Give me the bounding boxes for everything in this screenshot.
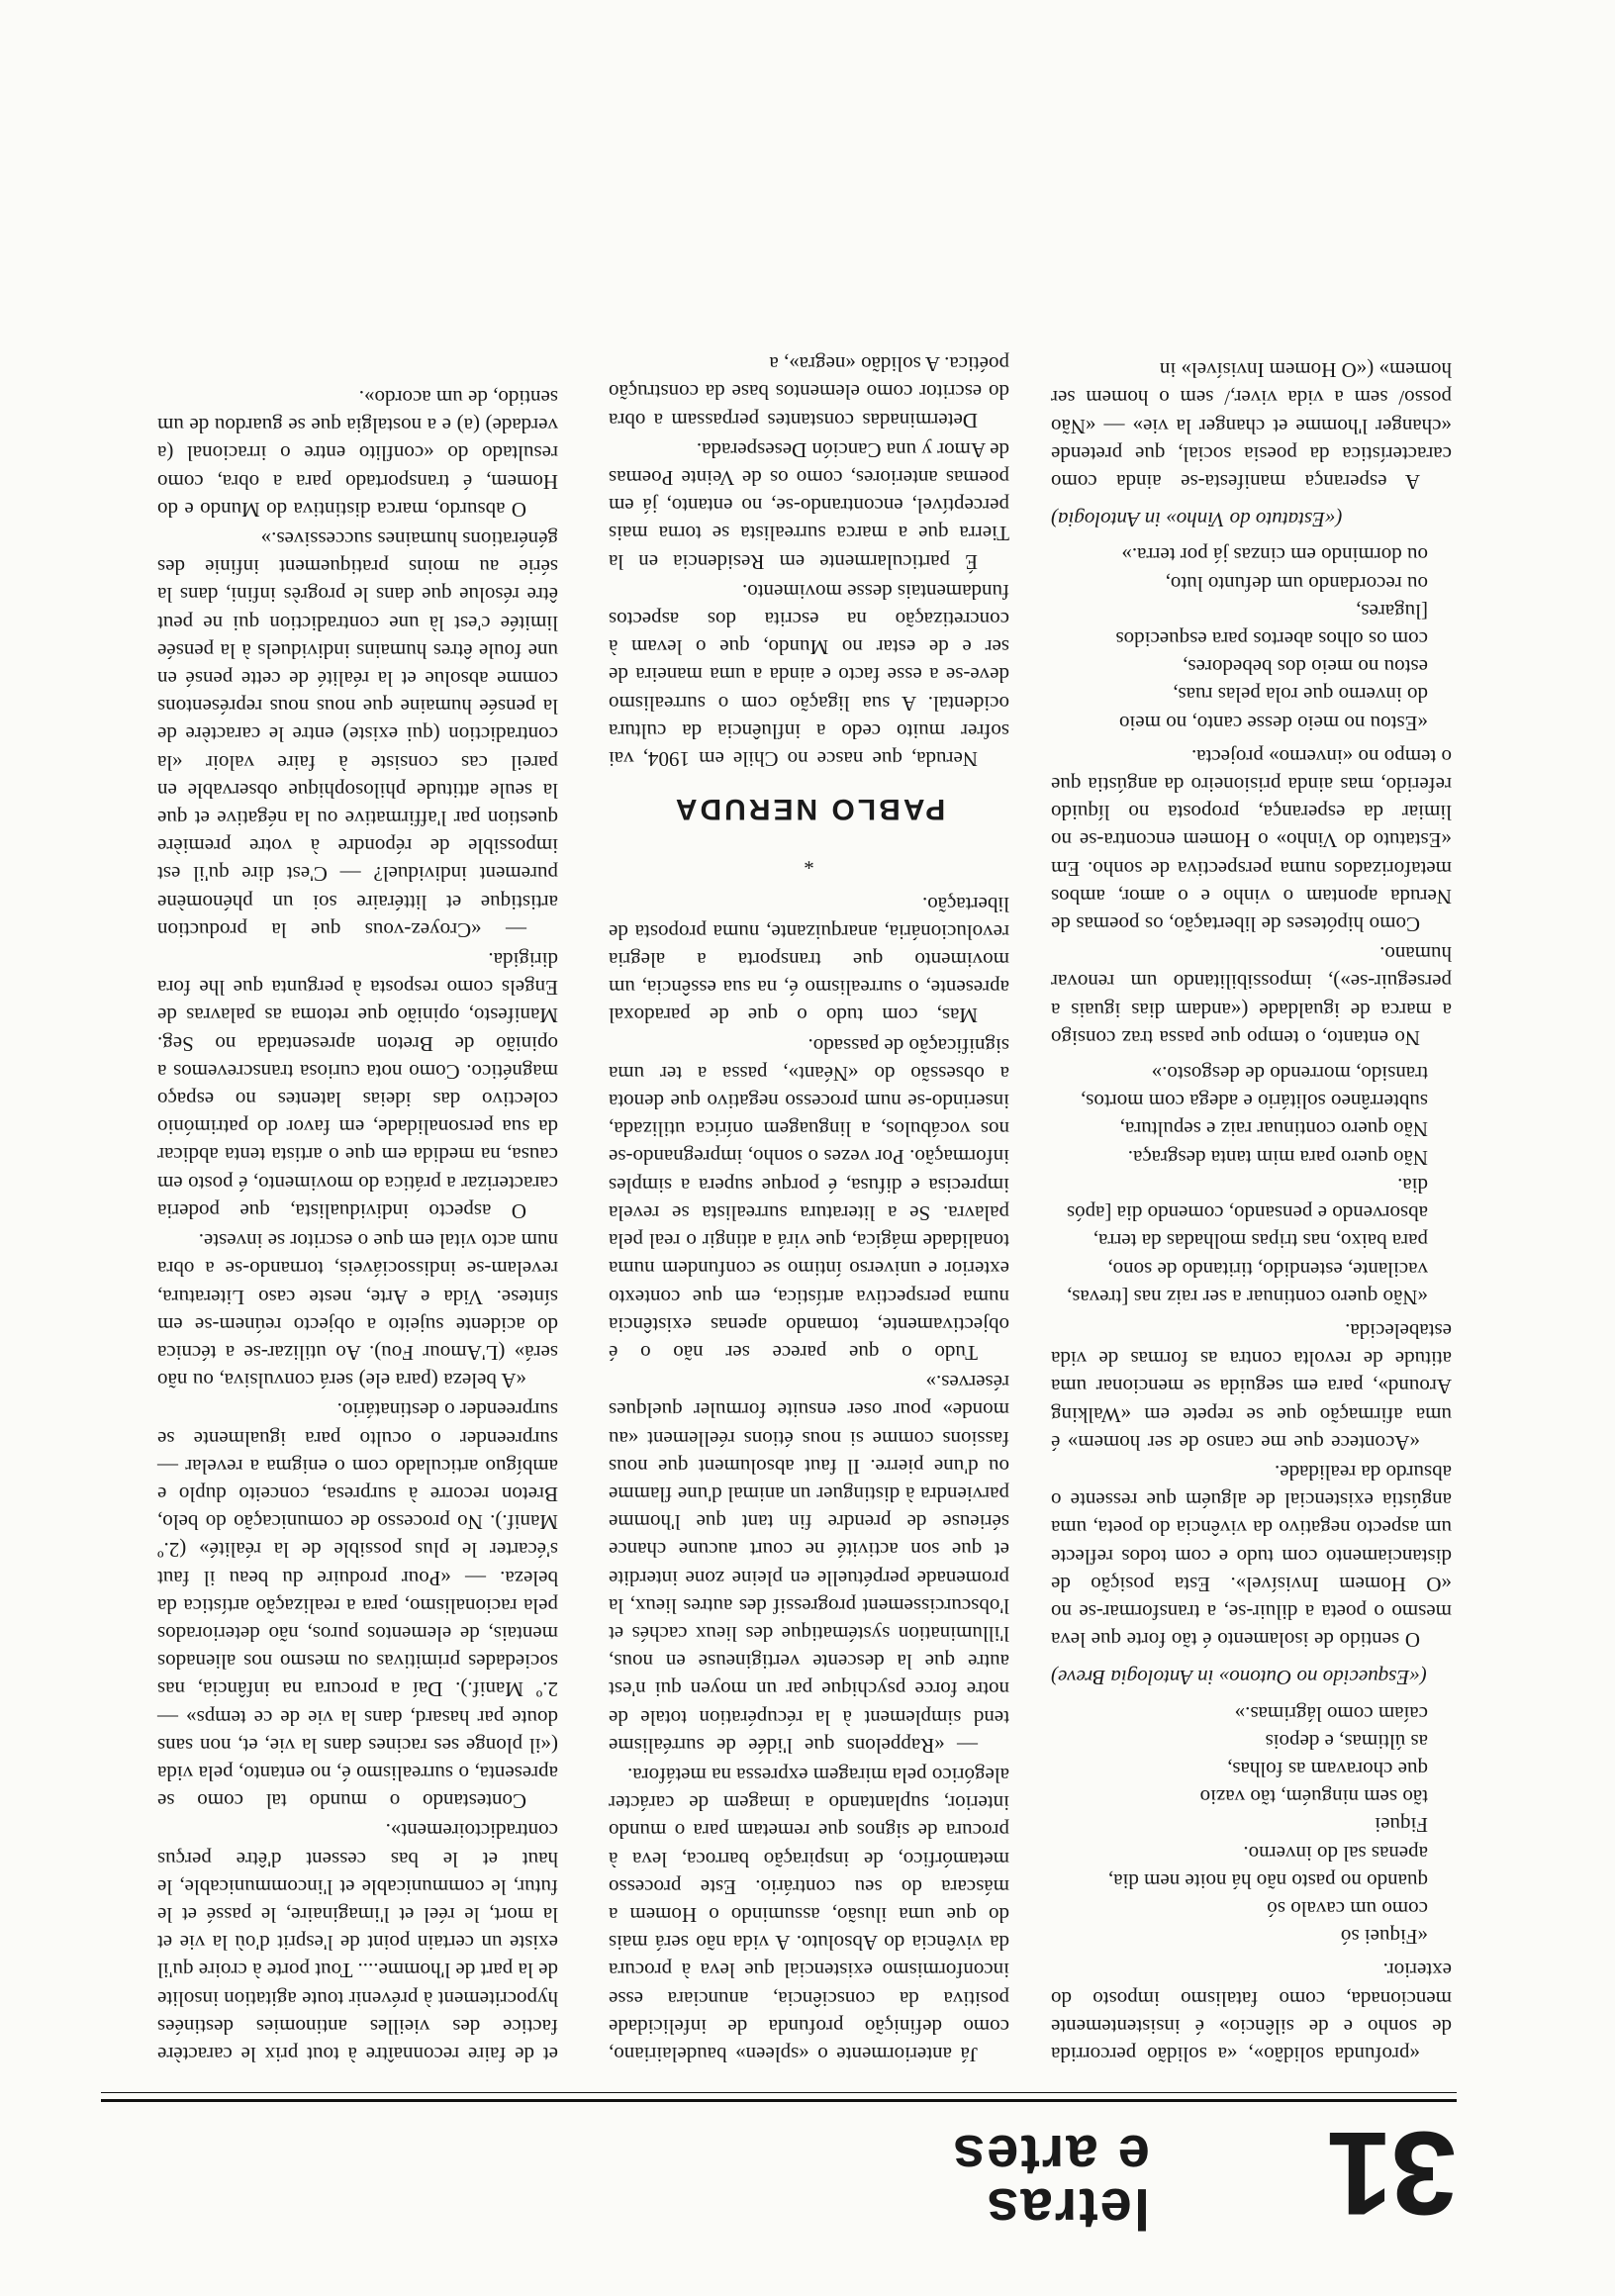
poem-line: apenas sal do inverno. <box>1243 1841 1428 1866</box>
poem-line: transido, morrendo de desgosto.» <box>1151 1062 1428 1087</box>
poem-line: Não quero para mim tanta desgraça. <box>1127 1145 1428 1170</box>
article-paragraph: «profunda solidão», «a solidão percorrida de sonho e de silêncio» é insistentemente mencionada, como fatalismo imposto do exterior. <box>1051 1959 1452 2066</box>
poem-line: subterrâneo solitário e adega com mortos, <box>1080 1090 1428 1114</box>
page-header <box>101 2086 1457 2241</box>
poem-line: ou dormindo em cinzas já por terra.» <box>1121 543 1428 568</box>
article-paragraph: Tudo o que parece ser não o é objectivamente, tomando apenas existência numa perspectiva artística, em que contexto exterior e universo íntimo se confundem numa tonalidade mágica, que virá a atingir o real pela palavra. Se a literatura surrealista se revela imprecisa e difusa, é porque supera a simples informação. Por vezes o sonho, impregnando-se nos vocábulos, a linguagem onírica utilizada, inserindo-se num processo negativo que denota a obsessão do «Néant», passa a ter uma significação de passado. <box>609 1033 1009 1365</box>
column-2 <box>609 348 1009 2068</box>
article-paragraph: «Acontece que me canso de ser homem» é uma afirmação que se repete em «Walking Around», para em seguida se mencionar uma atitude de revolta contra as formas de vida estabelecida. <box>1051 1318 1452 1455</box>
article-paragraph: No entanto, o tempo que passa traz consigo a marca de igualdade («andam dias iguais a perseguir-se»), impossibilitando um renovar humano. <box>1051 942 1452 1050</box>
article-paragraph: O aspecto individualista, que poderia caracterizar a prática do movimento, é posto em causa, na medida em que o artista tenta abdicar da sua personalidade, em favor do património colectivo das ideias latentes no espaço magnético. Como nota curiosa transcrevemos a opinião de Breton apresentada no Seg. Manifesto, opinião que retoma as palavras de Engels como resposta à pergunta que lhe fora dirigida. <box>157 948 558 1223</box>
page-number: 31 <box>1328 2107 1457 2240</box>
citation-source: («Estatuto do Vinho» in Antologia) <box>1051 508 1343 532</box>
article-paragraph: A esperança manifesta-se ainda como característica da poesia social, que pretende «changer l'homme et changer la vie» — «Não posso/ sem a vida viver,/ sem o homem ser homem» («O Homem Invisível» in <box>1051 358 1452 495</box>
article-paragraph: — «Croyez-vous que la production artistique et littéraire soi un phénomène purement individuel? — C'est dire qu'il est impossible de répondre à votre première question par l'affirmative ou la négative et que la seule attitude philosophique observable en pareil cas consiste à faire valoir «la contradiction (qui existe) entre le caractère de la pensée humaine que nous nous représentons comme absolue et la réalité de cette pensé en une foule êtres humains individuels à la pensée limitée c'est là une contradiction qui ne peut être résolue que dans le progrès infini, dans la série au moins pratiquement infinie des générations humaines successives.» <box>157 527 558 942</box>
article-paragraph: — «Rappelons que l'idée de surréalisme tend simplement à la récupération totale de notre force psychique par un moyen qui n'est autre que la descente vertigineuse en nous, l'illumination systématique des lieux cachés et l'obscurcissement progressif des autres lieux, la promenade perpétuelle en pleine zone interdite et que son activité ne court aucune chance sérieuse de prendre fin tant que l'homme parviendra à distinguer un animal d'une flamme ou d'une pierre. Il faut absolument que nous fassions comme si nous étions réellement «au monde» pour oser ensuite formuler quelques réserves.» <box>609 1371 1009 1758</box>
article-paragraph: É particularmente em Residencia en la Tierra que a marca surrealista se torna mais perceptível, encontrando-se, no entanto, já em poemas anteriores, como os de Veinte Poemas de Amor y una Canción Desesperada. <box>609 437 1009 574</box>
section-title: PABLO NERUDA <box>672 793 946 826</box>
poem-line: Fiquei <box>1375 1813 1428 1838</box>
poem-line: do inverno que rola pelas ruas, <box>1173 683 1428 708</box>
article-paragraph: «A beleza (para ele) será convulsiva, ou não será» (L'Amour Fou). Ao utilizar-se a técnica do acidente sujeito a objecto reúnem-se em síntese. Vida e Arte, neste caso Literatura, revelam-se indissociáveis, tornando-se a obra num acto vital em que o escritor se investe. <box>157 1229 558 1393</box>
section-separator: * <box>804 850 814 875</box>
citation-source: («Esquecido no Outono» in Antologia Breve) <box>1051 1666 1427 1690</box>
article-paragraph: Já anteriormente o «spleen» baudelairiano, como definição profunda de infelicidade positiva da consciência, anunciara esse inconformismo existencial que leva à procura da vivência do Absoluto. A vida não será mais do que uma ilusão, assumindo o Homem a máscara do seu contrário. Este processo metamórfico, de inspiração barroca, leva à procura de signos que remetam para o mundo interior, suplantando a imagem de carácter alegórico pela miragem expressa na metáfora. <box>609 1763 1009 2066</box>
poem-line: como um cavalo só <box>1267 1896 1428 1921</box>
poem-line: que choravam as folhas, <box>1227 1757 1428 1781</box>
poem-line: «Não quero continuar a ser raiz nas [trevas, <box>1066 1285 1428 1309</box>
poem-line: absorvendo e pensando, comendo dia [após dia. <box>1066 1173 1428 1226</box>
article-paragraph: O sentido de isolamento é tão forte que leva mesmo o poeta a diluir-se, a transformar-se no «O Homem Invisível». Esta posição de distanciamento com tudo e com todos reflecte um aspecto negativo da vivência do poeta, uma angústia existencial de alguém que ressente o absurdo da realidade. <box>1051 1460 1452 1653</box>
poem-line: as últimas, e depois <box>1265 1729 1428 1754</box>
article-paragraph: Como hipóteses de libertação, os poemas de Neruda apontam o vinho e o amor, ambos metaforizados numa perspectiva de sonho. Em «Estatuto do Vinho» o Homem encontra-se no limiar da esperança, proposta no líquido referido, mas ainda prisioneiro da angústia que o tempo no «inverno» projecta. <box>1051 744 1452 937</box>
poem-line: para baixo, nas tripas molhadas da terra, <box>1092 1229 1428 1254</box>
header-rule <box>101 2099 1457 2102</box>
poem-line: «Fiquei só <box>1340 1925 1428 1950</box>
poem-line: «Estou no meio desse canto, no meio <box>1118 711 1428 735</box>
poem-line: ou recordando um defunto luto, <box>1165 571 1428 596</box>
article-paragraph: Determinadas constantes perpassam a obra do escritor como elementos base da construção poética. A solidão «negra», a <box>609 352 1009 432</box>
header-rule-thin <box>101 2092 1457 2093</box>
poem-excerpt <box>1051 1060 1428 1311</box>
poem-line: estou no meio dos bebedores, <box>1183 655 1428 680</box>
article-paragraph: Neruda, que nasce no Chile em 1904, vai sofrer muito cedo a influência da cultura ocidental. A sua ligação com o surrealismo deve-se a esse facto e ainda a uma maneira de ser e de estar no Mundo, que o levam à concretização na escrita dos aspectos fundamentais desse movimento. <box>609 579 1009 772</box>
poem-line: Não quero continuar raiz e sepultura, <box>1119 1117 1428 1142</box>
article-paragraph: Mas, com tudo o que de paradoxal apresente, o surrealismo é, na sua essência, um movimento que transporta a alegria revolucionária, anarquizante, numa proposta de libertação. <box>609 892 1009 1028</box>
poem-line: tão sem ninguém, tão vazio <box>1199 1785 1428 1810</box>
poem-line: vacilante, estendido, tiritando de sono, <box>1107 1257 1428 1282</box>
poem-line: quando no pasto não há noite nem dia, <box>1107 1868 1428 1893</box>
poem-line: com os olhos abertos para esquecidos [lugares, <box>1115 599 1428 652</box>
article-paragraph: O absurdo, marca distintiva do Mundo e do Homem, é transportado para a obra, como resultado do «conflito entre o irracional (a verdade) (a) e a nostalgia que se guardou de um sentido, de um acordo». <box>157 386 558 522</box>
poem-excerpt <box>1051 541 1428 736</box>
column-1 <box>1051 354 1452 2068</box>
section-masthead <box>950 2123 1150 2241</box>
poem-excerpt <box>1051 1699 1428 1951</box>
poem-line: caíam como lágrimas.» <box>1234 1701 1428 1726</box>
masthead-line-1: letras <box>985 2176 1150 2241</box>
article-paragraph: Contestando o mundo tal como se apresenta, o surrealismo é, no entanto, pela vida («il plonge ses racines dans la vie, et, non sans doute par hasard, dans la vie de ce temps» — 2.º Manif.). Daí a procura na infância, nas sociedades primitivas ou mesmo nos alienados mentais, de elementos puros, não deteriorados pela racionalismo, para a realização artística da beleza. — «Pour produire du beau il faut s'écarter le plus possible de la réalité» (2.º Manif.). No processo de comunicação do belo, Breton recorre à surpresa, conceito duplo e ambíguo articulado com o enigma a revelar — surpreender o oculto para igualmente se surpreender o destinatário. <box>157 1398 558 1814</box>
column-3 <box>157 382 558 2068</box>
article-paragraph: et de faire reconnaître à tout prix le caractère factice des vieilles antinomies destinées hypocritement à prévenir toute agitation insolite de la part de l'homme.... Tout porte à croire qu'il existe un certain point de l'esprit d'où la vie et la mort, le réel et l'imaginaire, le passé et le futur, le communicable et l'incommunicable, le haut et le bas cessent d'être perçus contradictoirement». <box>157 1819 558 2066</box>
masthead-line-2: e artes <box>950 2123 1150 2187</box>
